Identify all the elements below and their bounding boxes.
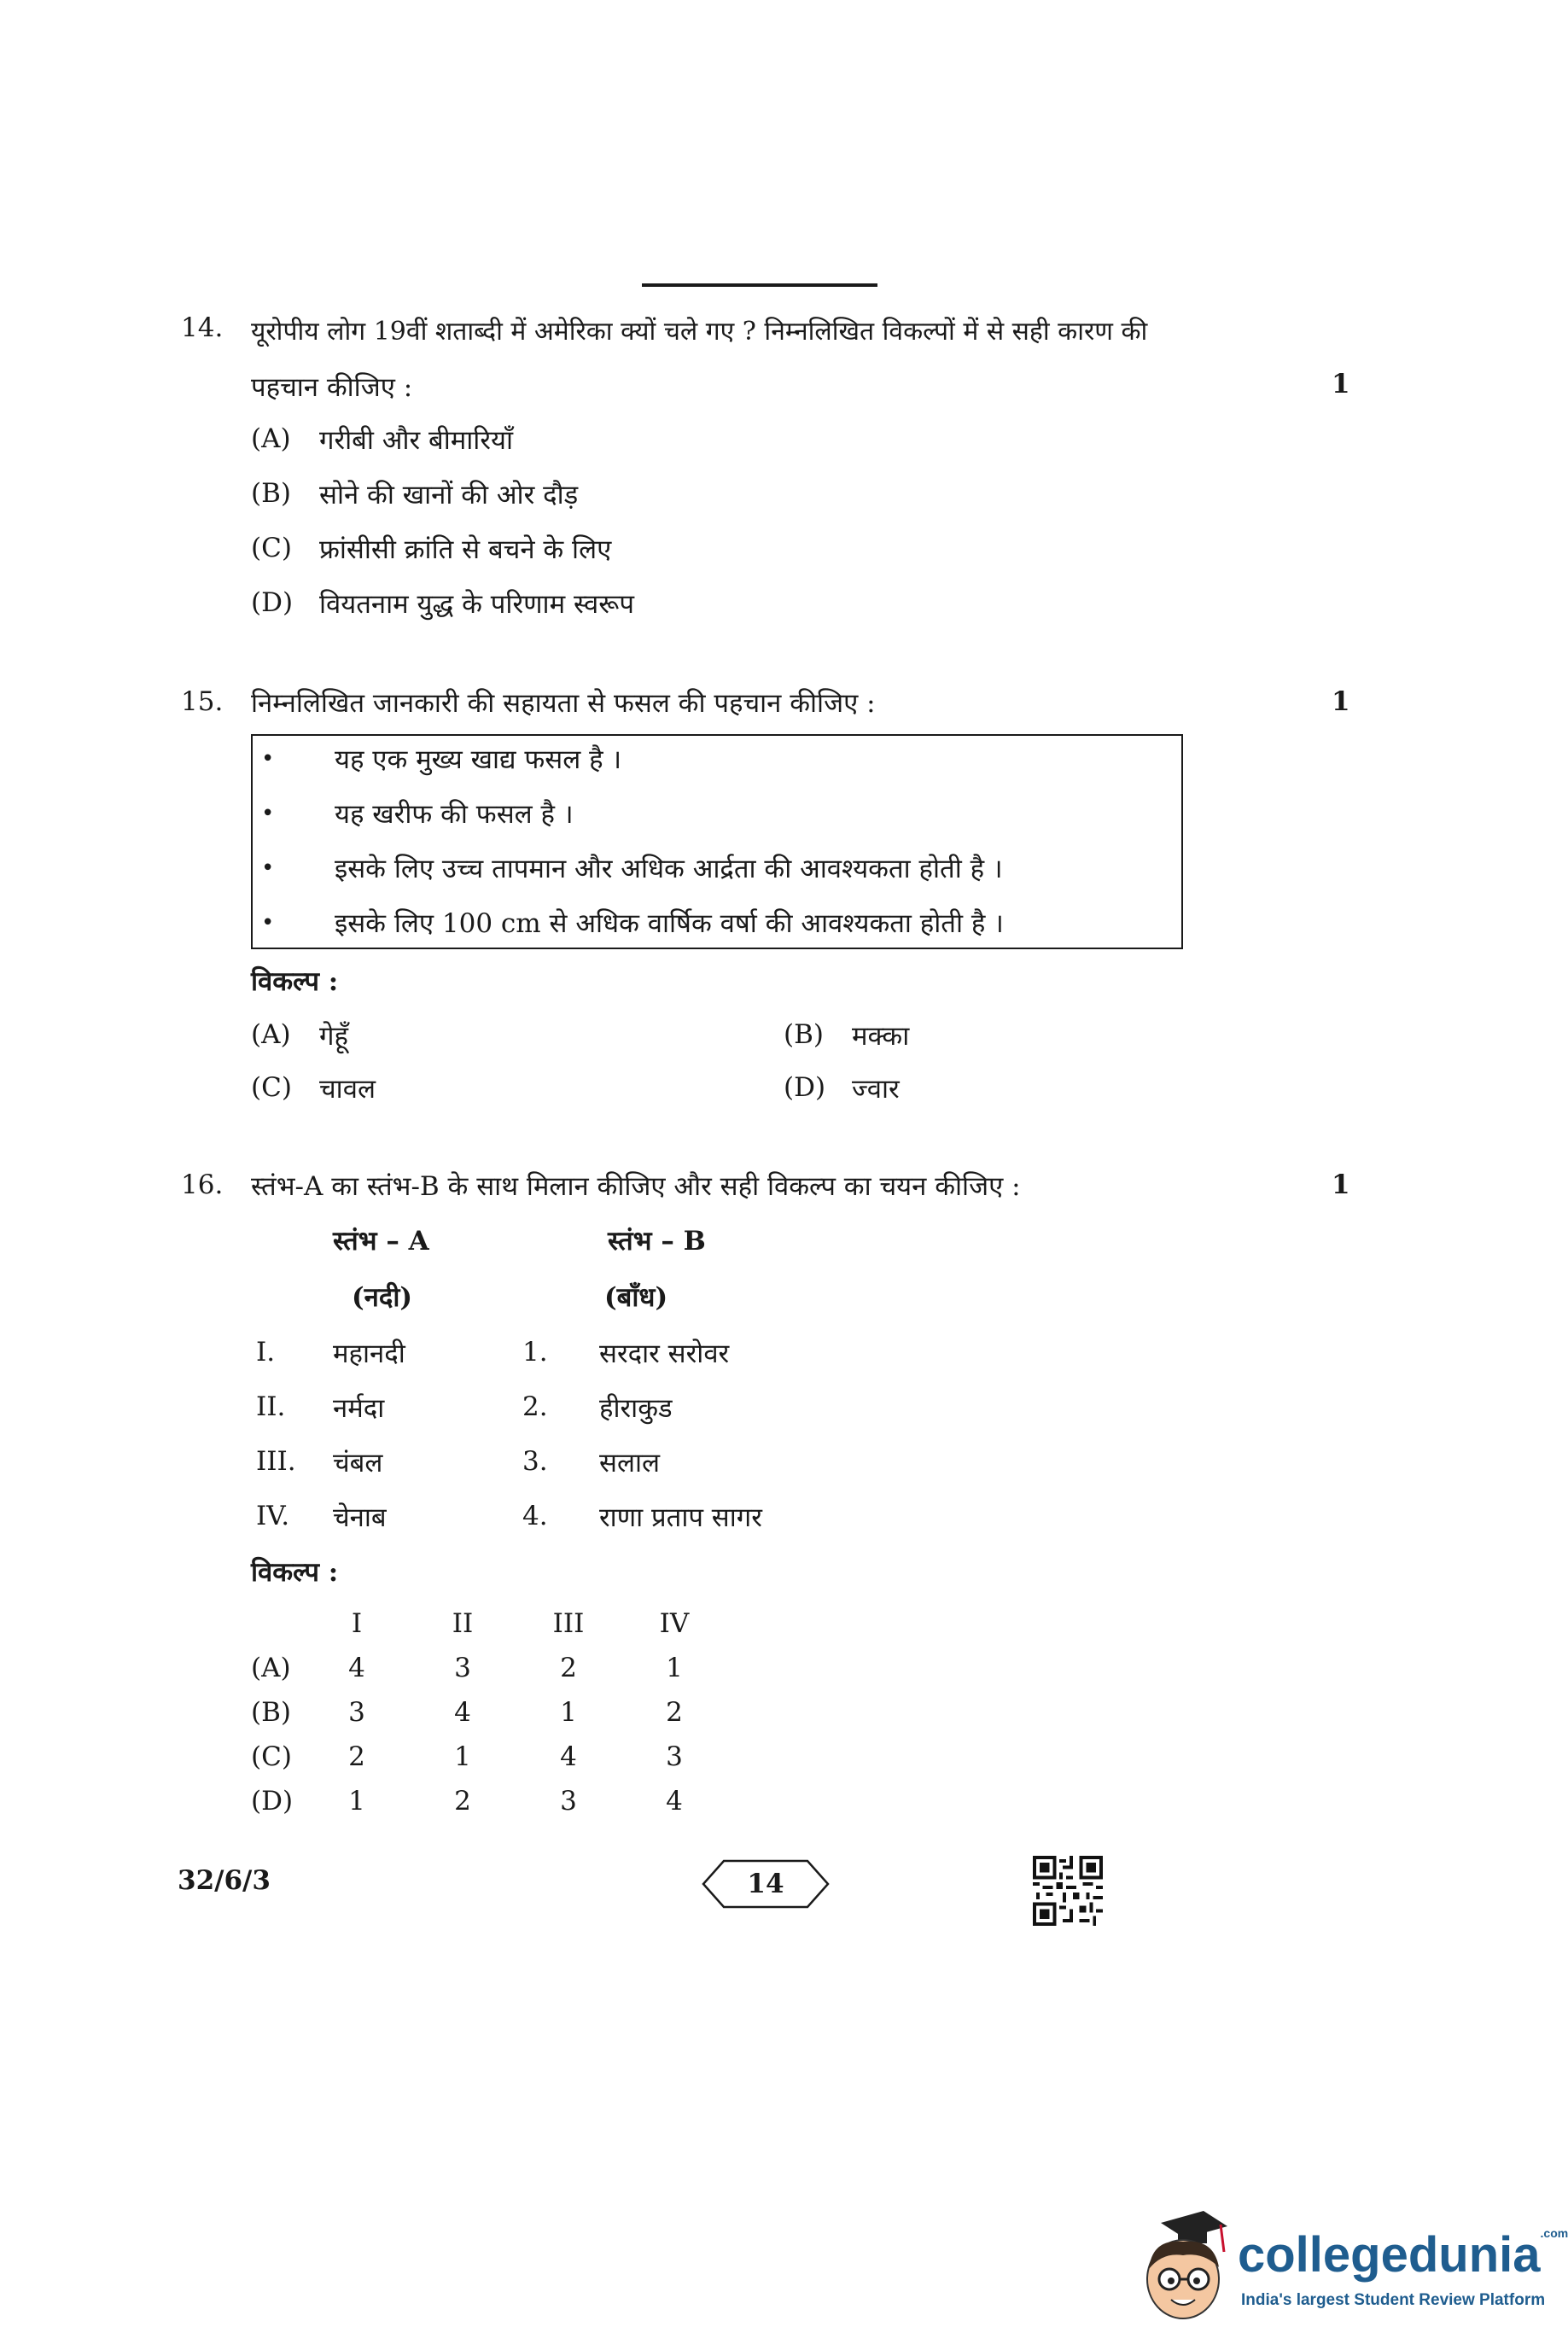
options-heading: विकल्प : bbox=[251, 1557, 339, 1588]
row-roman: III. bbox=[256, 1446, 296, 1477]
bullet: • bbox=[261, 801, 275, 826]
row-roman: II. bbox=[256, 1391, 286, 1422]
student-mascot-icon bbox=[1135, 2207, 1231, 2327]
dam-name: राणा प्रताप सागर bbox=[599, 1502, 762, 1533]
river-name: चंबल bbox=[333, 1448, 383, 1478]
column-a-subheading: (नदी) bbox=[352, 1282, 413, 1313]
option-text: चावल bbox=[319, 1074, 376, 1105]
option-label: (B) bbox=[251, 478, 291, 509]
row-roman: IV. bbox=[256, 1501, 290, 1531]
table-cell: 4 bbox=[348, 1653, 365, 1683]
table-row-label: (D) bbox=[251, 1786, 294, 1817]
table-cell: 4 bbox=[454, 1697, 471, 1728]
option-label: (A) bbox=[251, 1019, 291, 1050]
table-cell: 4 bbox=[666, 1786, 683, 1817]
question-number: 15. bbox=[181, 686, 224, 717]
logo-wordmark: collegedunia$^{.com}$ bbox=[1238, 2226, 1568, 2283]
marks: 1 bbox=[1332, 369, 1350, 399]
question-text: स्तंभ-A का स्तंभ-B के साथ मिलान कीजिए और सही विकल्प का चयन कीजिए : bbox=[251, 1171, 1021, 1202]
bullet: • bbox=[261, 910, 275, 936]
top-rule bbox=[642, 283, 877, 287]
table-cell: 3 bbox=[666, 1741, 683, 1772]
dam-name: सरदार सरोवर bbox=[599, 1338, 730, 1369]
table-cell: 2 bbox=[666, 1697, 683, 1728]
option-label: (C) bbox=[251, 1072, 292, 1103]
option-label: (B) bbox=[784, 1019, 824, 1050]
table-cell: 1 bbox=[454, 1741, 471, 1772]
clue-item: इसके लिए उच्च तापमान और अधिक आर्द्रता की आवश्यकता होती है । bbox=[335, 854, 1003, 884]
table-header-cell: II bbox=[452, 1608, 474, 1639]
row-number: 4. bbox=[522, 1501, 548, 1531]
row-number: 3. bbox=[522, 1446, 548, 1477]
question-text: निम्नलिखित जानकारी की सहायता से फसल की पहचान कीजिए : bbox=[251, 688, 876, 719]
table-cell: 3 bbox=[454, 1653, 471, 1683]
table-cell: 3 bbox=[348, 1697, 365, 1728]
option-label: (D) bbox=[784, 1072, 826, 1103]
river-name: महानदी bbox=[333, 1338, 405, 1369]
table-cell: 1 bbox=[560, 1697, 577, 1728]
paper-code: 32/6/3 bbox=[178, 1865, 271, 1896]
marks: 1 bbox=[1332, 686, 1350, 717]
table-cell: 1 bbox=[348, 1786, 365, 1817]
dam-name: हीराकुड bbox=[599, 1393, 673, 1424]
option-label: (A) bbox=[251, 423, 291, 454]
question-number: 14. bbox=[181, 312, 224, 343]
table-header-cell: III bbox=[552, 1608, 585, 1639]
question-text-line2: पहचान कीजिए : bbox=[251, 372, 413, 403]
option-text: गेहूँ bbox=[319, 1021, 348, 1052]
row-number: 1. bbox=[522, 1337, 548, 1368]
qr-code-icon bbox=[1033, 1856, 1103, 1926]
collegedunia-logo bbox=[1135, 2202, 1568, 2327]
clue-item: यह खरीफ की फसल है । bbox=[335, 799, 574, 830]
row-number: 2. bbox=[522, 1391, 548, 1422]
column-b-heading: स्तंभ – B bbox=[608, 1226, 706, 1257]
table-cell: 4 bbox=[560, 1741, 577, 1772]
logo-tagline: India's largest Student Review Platform bbox=[1241, 2291, 1546, 2309]
bullet: • bbox=[261, 746, 275, 772]
table-row-label: (A) bbox=[251, 1653, 291, 1683]
option-text: मक्का bbox=[852, 1021, 910, 1052]
table-cell: 1 bbox=[666, 1653, 683, 1683]
table-cell: 3 bbox=[560, 1786, 577, 1817]
column-b-subheading: (बाँध) bbox=[604, 1282, 668, 1313]
option-text: सोने की खानों की ओर दौड़ bbox=[319, 480, 579, 510]
table-row-label: (B) bbox=[251, 1697, 291, 1728]
options-heading: विकल्प : bbox=[251, 966, 339, 997]
table-cell: 2 bbox=[560, 1653, 577, 1683]
marks: 1 bbox=[1332, 1169, 1350, 1200]
option-text: गरीबी और बीमारियाँ bbox=[319, 425, 514, 456]
option-label: (D) bbox=[251, 587, 294, 618]
row-roman: I. bbox=[256, 1337, 276, 1368]
river-name: नर्मदा bbox=[333, 1393, 385, 1424]
question-text-line1: यूरोपीय लोग 19वीं शताब्दी में अमेरिका क्यों चले गए ? निम्नलिखित विकल्पों में से सही कारण की bbox=[251, 317, 1148, 347]
dam-name: सलाल bbox=[599, 1448, 661, 1478]
page-number: 14 bbox=[747, 1869, 784, 1899]
table-cell: 2 bbox=[348, 1741, 365, 1772]
table-header-cell: I bbox=[351, 1608, 363, 1639]
option-label: (C) bbox=[251, 533, 292, 563]
river-name: चेनाब bbox=[333, 1502, 387, 1533]
option-text: ज्वार bbox=[852, 1074, 900, 1105]
table-row-label: (C) bbox=[251, 1741, 292, 1772]
clue-item: यह एक मुख्य खाद्य फसल है । bbox=[335, 744, 622, 775]
clue-item: इसके लिए 100 cm से अधिक वार्षिक वर्षा की आवश्यकता होती है । bbox=[335, 908, 1004, 939]
table-header-cell: IV bbox=[659, 1608, 690, 1639]
column-a-heading: स्तंभ – A bbox=[333, 1226, 429, 1257]
table-cell: 2 bbox=[454, 1786, 471, 1817]
page-number-badge bbox=[702, 1859, 830, 1909]
bullet: • bbox=[261, 855, 275, 881]
question-number: 16. bbox=[181, 1169, 224, 1200]
option-text: वियतनाम युद्ध के परिणाम स्वरूप bbox=[319, 589, 634, 620]
option-text: फ्रांसीसी क्रांति से बचने के लिए bbox=[319, 534, 612, 565]
